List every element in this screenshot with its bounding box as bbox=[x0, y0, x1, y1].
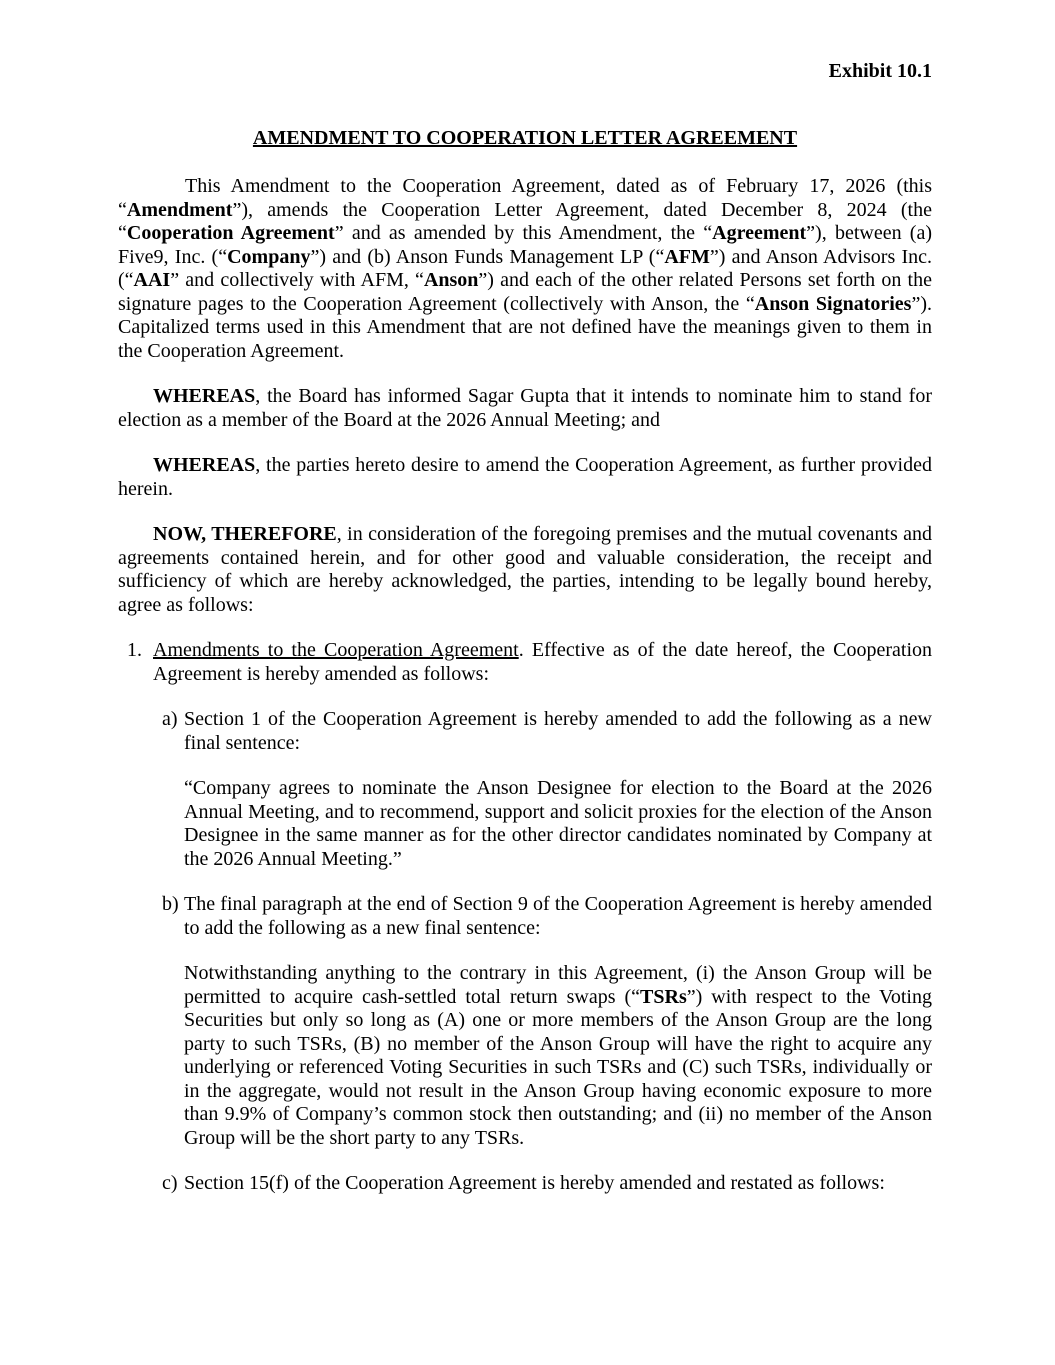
text-run: Anson Signatories bbox=[754, 292, 912, 315]
text-run: . Effective as of the date hereof, the Cooperation Agreement is hereby amended as follows: bbox=[153, 639, 932, 685]
text-run: ”) with respect to the Voting Securities but only so long as (A) one or more members of the Anson Group are the long party to such TSRs, (B) no member of the Anson Group will have the right to acquire any underlying or referenced Voting Securities in such TSRs and (C) such TSRs, individually or in the aggregate, would not result in the Anson Group having economic exposure to more than 9.9% of Company’s common stock then outstanding; and (ii) no member of the Anson Group will be the short party to any TSRs. bbox=[184, 985, 932, 1149]
text-run: , the Board has informed Sagar Gupta that it intends to nominate him to stand for election as a member of the Board at the 2026 Annual Meeting; and bbox=[118, 385, 932, 431]
text-run: , in consideration of the foregoing premises and the mutual covenants and agreements contained herein, and for other good and valuable consideration, the receipt and sufficiency of which are hereby acknowledged, the parties, intending to be legally bound hereby, agree as follows: bbox=[118, 523, 932, 616]
text-run: ”). Capitalized terms used in this Amendment that are not defined have the meanings given to them in the Cooperation Agreement. bbox=[118, 292, 933, 362]
text-run: Cooperation Agreement bbox=[126, 222, 335, 244]
text-run: ”) and each of the other related Persons set forth on the signature pages to the Cooperation Agreement (collectively with Anson, the “ bbox=[118, 269, 932, 315]
text-run: The final paragraph at the end of Section 9 of the Cooperation Agreement is hereby amended to add the following as a new final sentence: bbox=[184, 893, 932, 939]
exhibit-label: Exhibit 10.1 bbox=[828, 60, 932, 82]
item-c-paragraph bbox=[118, 1172, 932, 1196]
page-title bbox=[118, 127, 932, 151]
text-run: Section 1 of the Cooperation Agreement is hereby amended to add the following as a new final sentence: bbox=[184, 708, 932, 754]
text-run: Amendment bbox=[126, 198, 233, 221]
whereas-2-paragraph bbox=[118, 454, 932, 501]
list-marker: 1. bbox=[127, 639, 142, 661]
text-run: Amendments to the Cooperation Agreement bbox=[153, 639, 519, 661]
text-run: Section 15(f) of the Cooperation Agreement is hereby amended and restated as follows: bbox=[184, 1172, 885, 1194]
text-run: AFM bbox=[664, 245, 710, 268]
section-1-amendments bbox=[118, 639, 932, 686]
text-run: This Amendment to the Cooperation Agreement, dated as of February 17, 2026 (this “ bbox=[118, 175, 932, 221]
intro-paragraph bbox=[118, 175, 932, 363]
text-run: ”) and (b) Anson Funds Management LP (“ bbox=[310, 245, 665, 268]
list-marker: a) bbox=[162, 708, 178, 730]
text-run: ”) and Anson Advisors Inc. (“ bbox=[118, 245, 932, 291]
text-run: Anson bbox=[423, 269, 479, 291]
now-therefore-paragraph bbox=[118, 523, 932, 617]
item-a-quoted-text bbox=[118, 777, 932, 871]
text-run: WHEREAS bbox=[153, 454, 256, 476]
list-marker: c) bbox=[162, 1172, 178, 1194]
text-run: ”), amends the Cooperation Letter Agreement, dated December 8, 2024 (the “ bbox=[118, 198, 932, 244]
text-run: TSRs bbox=[640, 985, 687, 1008]
text-run: ” and as amended by this Amendment, the “ bbox=[334, 222, 713, 244]
text-run: AAI bbox=[133, 269, 171, 291]
item-b-quoted-text bbox=[118, 962, 932, 1150]
text-run: ”), between (a) Five9, Inc. (“ bbox=[118, 222, 932, 268]
item-a-paragraph bbox=[118, 708, 932, 755]
list-marker: b) bbox=[162, 893, 179, 915]
text-run: Notwithstanding anything to the contrary in this Agreement, (i) the Anson Group will be permitted to acquire cash-settled total return swaps (“ bbox=[184, 962, 932, 1008]
text-run: ” and collectively with AFM, “ bbox=[170, 269, 424, 291]
text-run: Agreement bbox=[712, 222, 807, 244]
document-body bbox=[118, 175, 932, 1196]
page-title-text: AMENDMENT TO COOPERATION LETTER AGREEMENT bbox=[252, 126, 798, 149]
text-run: WHEREAS bbox=[153, 385, 256, 407]
item-b-paragraph bbox=[118, 893, 932, 940]
text-run: Company bbox=[227, 245, 311, 268]
text-run: NOW, THEREFORE bbox=[153, 523, 337, 545]
text-run: , the parties hereto desire to amend the Cooperation Agreement, as further provided herein. bbox=[118, 454, 932, 500]
text-run: “Company agrees to nominate the Anson Designee for election to the Board at the 2026 Annual Meeting, and to recommend, support and solicit proxies for the election of the Anson Designee in the same manner as for the other director candidates nominated by Company at the 2026 Annual Meeting.” bbox=[184, 777, 932, 870]
whereas-1-paragraph bbox=[118, 385, 932, 432]
